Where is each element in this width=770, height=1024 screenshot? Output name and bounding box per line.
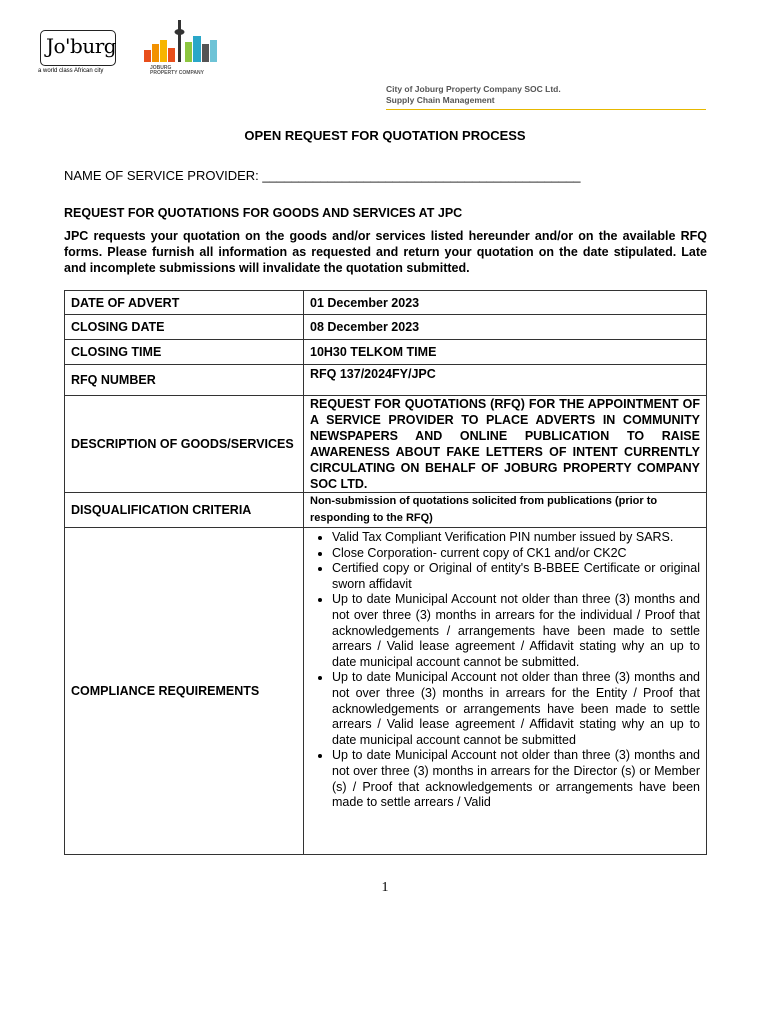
document-title: OPEN REQUEST FOR QUOTATION PROCESS	[244, 128, 526, 143]
jpc-skyline-icon	[142, 14, 222, 66]
list-item: • Certified copy or Original of entity's B-BBEE Certificate or original sworn affidavit	[332, 561, 700, 592]
table-row	[65, 396, 707, 493]
department-name: Supply Chain Management	[386, 95, 495, 105]
list-item: • Up to date Municipal Account not older than three (3) months and not over three (3) months in arrears for the Director (s) or Member (s) / Proof that acknowledgements or arrangements have been made to settle arrears / Valid	[332, 748, 700, 810]
row-value: Non-submission of quotations solicited from publications (prior to responding to the RFQ)	[304, 493, 707, 528]
table-row	[65, 315, 707, 340]
row-label: CLOSING TIME	[65, 340, 304, 365]
compliance-list	[310, 530, 700, 811]
row-label: CLOSING DATE	[65, 315, 304, 340]
row-value: 01 December 2023	[304, 291, 707, 315]
row-value: REQUEST FOR QUOTATIONS (RFQ) FOR THE APPOINTMENT OF A SERVICE PROVIDER TO PLACE ADVERTS IN COMMUNITY NEWSPAPERS AND ONLINE PUBLICATION TO RAISE AWARENESS ABOUT FAKE LETTERS OF INTENT CURRENTLY CIRCULATING ON BEHALF OF JOBURG PROPERTY COMPANY SOC LTD.	[304, 396, 707, 493]
row-label: DESCRIPTION OF GOODS/SERVICES	[65, 396, 304, 493]
jpc-logo-text: JOBURG PROPERTY COMPANY	[150, 65, 204, 76]
list-item: • Close Corporation- current copy of CK1 and/or CK2C	[332, 546, 700, 562]
row-value: 08 December 2023	[304, 315, 707, 340]
row-label: DISQUALIFICATION CRITERIA	[65, 493, 304, 528]
compliance-requirements	[304, 528, 707, 855]
row-value: RFQ 137/2024FY/JPC	[304, 365, 707, 396]
header-divider	[386, 109, 706, 110]
page-number: 1	[381, 880, 389, 895]
joburg-logo-word: Jo'burg	[46, 34, 117, 58]
joburg-logo	[38, 28, 120, 78]
table-row	[65, 528, 707, 855]
provider-name-line: NAME OF SERVICE PROVIDER: ____________________________________________	[64, 168, 581, 183]
letterhead	[386, 84, 561, 106]
list-item: • Up to date Municipal Account not older than three (3) months and not over three (3) months in arrears for the Entity / Proof that acknowledgements or arrangements have been made to settle arrears / Valid lease agreement / Affidavit stating why an up to date municipal account cannot be submitted	[332, 670, 700, 748]
list-item: • Valid Tax Compliant Verification PIN number issued by SARS.	[332, 530, 700, 546]
list-item: • Up to date Municipal Account not older than three (3) months and not over three (3) months in arrears for the individual / Proof that acknowledgements / arrangements have been made to settle arrears / Valid lease agreement / Affidavit stating why an up to date municipal account cannot be submitted.	[332, 592, 700, 670]
row-label: DATE OF ADVERT	[65, 291, 304, 315]
row-label: RFQ NUMBER	[65, 365, 304, 396]
table-row	[65, 340, 707, 365]
table-row	[65, 493, 707, 528]
rfq-details-table	[64, 290, 707, 855]
table-row	[65, 291, 707, 315]
row-value: 10H30 TELKOM TIME	[304, 340, 707, 365]
compliance-label: COMPLIANCE REQUIREMENTS	[65, 528, 304, 855]
company-name: City of Joburg Property Company SOC Ltd.	[386, 84, 561, 94]
table-row	[65, 365, 707, 396]
jpc-logo	[142, 14, 222, 76]
joburg-logo-tagline: a world class African city	[38, 68, 104, 74]
intro-paragraph: JPC requests your quotation on the goods and/or services listed hereunder and/or on the available RFQ forms. Please furnish all information as requested and return your quotation on the date stipulated. Late and incomplete submissions will invalidate the quotation submitted.	[64, 229, 707, 275]
section-subheading: REQUEST FOR QUOTATIONS FOR GOODS AND SERVICES AT JPC	[64, 206, 463, 220]
